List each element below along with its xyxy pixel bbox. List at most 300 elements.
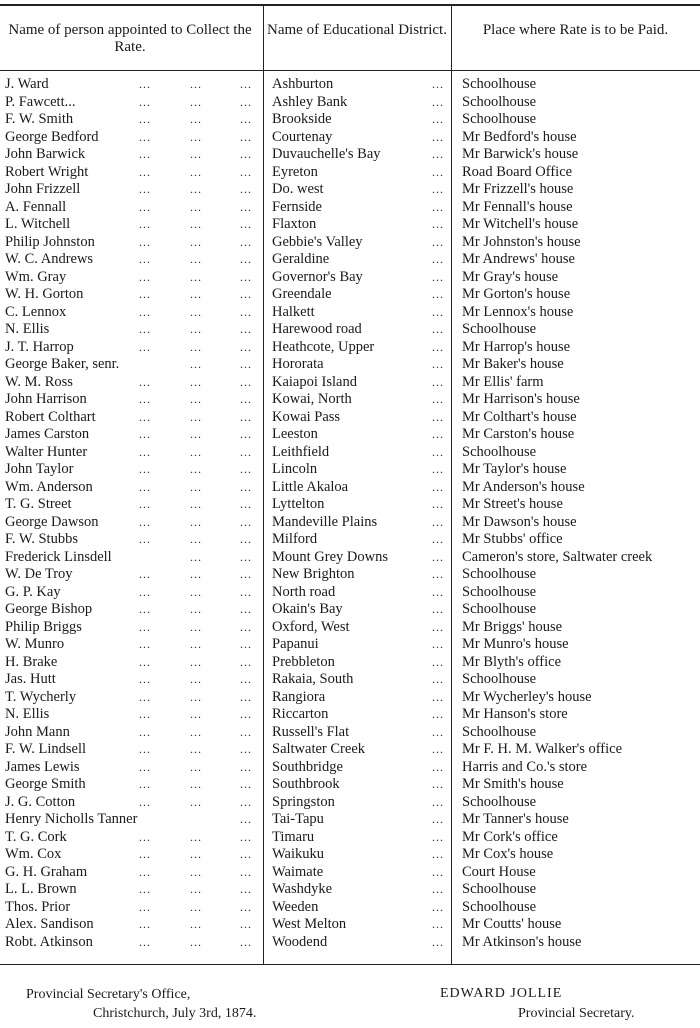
collector-name: James Lewis — [5, 758, 80, 775]
leader-dots: ... — [139, 182, 151, 196]
leader-dots: ... — [190, 164, 202, 179]
table-row — [0, 706, 700, 724]
collector-name: J. T. Harrop — [5, 338, 74, 355]
leader-dots: ... — [190, 234, 202, 249]
collector-name: A. Fennall — [5, 198, 67, 215]
table-row — [0, 94, 700, 112]
leader-dots: ... — [240, 217, 252, 231]
collector-name: N. Ellis — [5, 321, 50, 337]
leader-dots: ... — [432, 707, 444, 721]
table-row — [0, 829, 700, 847]
leader-dots: ... — [432, 199, 444, 214]
table-row — [0, 164, 700, 182]
district-name: Saltwater Creek — [272, 741, 366, 757]
leader-dots: ... — [432, 882, 444, 896]
leader-dots: ... — [139, 584, 151, 599]
table-row — [0, 444, 700, 462]
leader-dots: ... — [190, 847, 202, 861]
leader-dots: ... — [432, 847, 444, 861]
leader-dots: ... — [240, 829, 252, 844]
collector-name: W. C. Andrews — [5, 251, 94, 267]
payment-place: Mr Lennox's house — [462, 303, 574, 320]
collector-name: Alex. Sandison — [5, 916, 94, 932]
table-row — [0, 304, 700, 322]
footer-office: Provincial Secretary's Office, — [26, 987, 191, 1002]
district-name: Kaiapoi Island — [272, 373, 357, 390]
collector-name: George Baker, senr. — [5, 356, 120, 372]
table-row — [0, 899, 700, 917]
leader-dots: ... — [432, 917, 444, 931]
collector-name: Philip Briggs — [5, 618, 82, 635]
collector-name: L. L. Brown — [5, 881, 77, 897]
leader-dots: ... — [190, 217, 202, 231]
leader-dots: ... — [240, 707, 252, 721]
collector-name: Jas. Hutt — [5, 671, 56, 687]
leader-dots: ... — [240, 252, 252, 266]
leader-dots: ... — [139, 252, 151, 266]
table-row — [0, 286, 700, 304]
district-name: Ashley Bank — [272, 93, 348, 110]
table-row — [0, 776, 700, 794]
table-row — [0, 759, 700, 777]
payment-place: Mr Smith's house — [462, 776, 564, 792]
leader-dots: ... — [432, 357, 444, 371]
collector-name: Walter Hunter — [5, 443, 88, 460]
payment-place: Schoolhouse — [462, 671, 537, 687]
leader-dots: ... — [139, 427, 151, 441]
leader-dots: ... — [432, 637, 444, 651]
footer-title: Provincial Secretary. — [518, 1006, 635, 1021]
district-name: Rangiora — [272, 688, 326, 705]
payment-place: Mr Gray's house — [462, 268, 559, 285]
leader-dots: ... — [190, 724, 202, 739]
leader-dots: ... — [190, 409, 202, 424]
payment-place: Mr Atkinson's house — [462, 933, 582, 950]
payment-place: Mr Colthart's house — [462, 408, 577, 425]
leader-dots: ... — [240, 777, 252, 791]
leader-dots: ... — [190, 427, 202, 441]
leader-dots: ... — [240, 847, 252, 861]
collector-name: H. Brake — [5, 653, 58, 670]
collector-name: G. P. Kay — [5, 583, 61, 600]
leader-dots: ... — [190, 252, 202, 266]
leader-dots: ... — [240, 497, 252, 511]
district-name: Flaxton — [272, 216, 317, 232]
leader-dots: ... — [139, 619, 151, 634]
payment-place: Schoolhouse — [462, 793, 537, 810]
payment-place: Mr Tanner's house — [462, 811, 569, 827]
collector-name: Wm. Anderson — [5, 478, 93, 495]
payment-place: Mr Carston's house — [462, 426, 575, 442]
leader-dots: ... — [139, 567, 151, 581]
district-name: Waikuku — [272, 846, 324, 862]
leader-dots: ... — [432, 129, 444, 144]
collector-name: F. W. Stubbs — [5, 531, 78, 547]
leader-dots: ... — [432, 497, 444, 511]
collector-name: Wm. Gray — [5, 268, 67, 285]
collector-name: George Dawson — [5, 513, 99, 530]
leader-dots: ... — [432, 94, 444, 109]
leader-dots: ... — [240, 287, 252, 301]
collector-name: Robert Colthart — [5, 408, 96, 425]
leader-dots: ... — [190, 147, 202, 161]
leader-dots: ... — [139, 847, 151, 861]
leader-dots: ... — [190, 549, 202, 564]
payment-place: Mr Gorton's house — [462, 286, 571, 302]
leader-dots: ... — [432, 899, 444, 914]
leader-dots: ... — [432, 812, 444, 826]
leader-dots: ... — [432, 742, 444, 756]
collector-name: T. Wycherly — [5, 688, 77, 705]
payment-place: Mr Cox's house — [462, 846, 554, 862]
leader-dots: ... — [432, 444, 444, 459]
district-name: Duvauchelle's Bay — [272, 146, 381, 162]
payment-place: Mr Ellis' farm — [462, 373, 544, 390]
leader-dots: ... — [190, 637, 202, 651]
payment-place: Schoolhouse — [462, 76, 537, 92]
collector-name: Philip Johnston — [5, 233, 95, 250]
leader-dots: ... — [240, 479, 252, 494]
leader-dots: ... — [190, 707, 202, 721]
collector-name: George Bishop — [5, 601, 93, 617]
leader-dots: ... — [139, 217, 151, 231]
district-name: Timaru — [272, 828, 315, 845]
table-row — [0, 916, 700, 934]
district-name: Ashburton — [272, 76, 334, 92]
leader-dots: ... — [240, 654, 252, 669]
table-row — [0, 549, 700, 567]
leader-dots: ... — [139, 339, 151, 354]
table-row — [0, 881, 700, 899]
leader-dots: ... — [190, 269, 202, 284]
leader-dots: ... — [139, 602, 151, 616]
payment-place: Mr Witchell's house — [462, 216, 579, 232]
leader-dots: ... — [240, 392, 252, 406]
collector-name: John Barwick — [5, 146, 86, 162]
leader-dots: ... — [432, 409, 444, 424]
leader-dots: ... — [432, 339, 444, 354]
leader-dots: ... — [190, 689, 202, 704]
leader-dots: ... — [139, 374, 151, 389]
leader-dots: ... — [432, 864, 444, 879]
payment-place: Mr Fennall's house — [462, 198, 573, 215]
leader-dots: ... — [240, 934, 252, 949]
leader-dots: ... — [190, 654, 202, 669]
leader-dots: ... — [240, 462, 252, 476]
leader-dots: ... — [240, 567, 252, 581]
leader-dots: ... — [190, 129, 202, 144]
collector-name: W. Munro — [5, 636, 65, 652]
leader-dots: ... — [190, 794, 202, 809]
district-name: Kowai, North — [272, 391, 352, 407]
collector-name: John Frizzell — [5, 181, 81, 197]
leader-dots: ... — [139, 654, 151, 669]
district-name: Tai-Tapu — [272, 811, 324, 827]
table-row — [0, 811, 700, 829]
header-rule — [0, 70, 700, 71]
leader-dots: ... — [432, 427, 444, 441]
table-row — [0, 76, 700, 94]
leader-dots: ... — [139, 479, 151, 494]
collector-name: Wm. Cox — [5, 846, 62, 862]
leader-dots: ... — [432, 252, 444, 266]
leader-dots: ... — [240, 812, 252, 826]
table-row — [0, 794, 700, 812]
table-row — [0, 216, 700, 234]
district-name: Little Akaloa — [272, 478, 349, 495]
leader-dots: ... — [240, 444, 252, 459]
table-row — [0, 199, 700, 217]
bottom-rule — [0, 964, 700, 965]
leader-dots: ... — [240, 532, 252, 546]
collector-name: Robt. Atkinson — [5, 933, 93, 950]
leader-dots: ... — [139, 304, 151, 319]
table-row — [0, 496, 700, 514]
district-name: Springston — [272, 793, 335, 810]
leader-dots: ... — [432, 829, 444, 844]
district-name: Do. west — [272, 181, 324, 197]
leader-dots: ... — [139, 287, 151, 301]
leader-dots: ... — [190, 462, 202, 476]
leader-dots: ... — [432, 462, 444, 476]
payment-place: Mr Dawson's house — [462, 513, 577, 530]
collector-name: W. De Troy — [5, 566, 73, 582]
leader-dots: ... — [139, 269, 151, 284]
table-row — [0, 409, 700, 427]
leader-dots: ... — [139, 689, 151, 704]
table-row — [0, 619, 700, 637]
leader-dots: ... — [139, 322, 151, 336]
table-row — [0, 111, 700, 129]
leader-dots: ... — [432, 374, 444, 389]
district-name: Fernside — [272, 198, 322, 215]
leader-dots: ... — [240, 864, 252, 879]
leader-dots: ... — [190, 112, 202, 126]
leader-dots: ... — [190, 497, 202, 511]
payment-place: Mr Frizzell's house — [462, 181, 574, 197]
leader-dots: ... — [240, 742, 252, 756]
leader-dots: ... — [240, 409, 252, 424]
leader-dots: ... — [139, 864, 151, 879]
collector-name: F. W. Lindsell — [5, 741, 87, 757]
payment-place: Mr Barwick's house — [462, 146, 579, 162]
district-name: Milford — [272, 531, 318, 547]
district-name: Brookside — [272, 111, 332, 127]
table-row — [0, 934, 700, 952]
leader-dots: ... — [432, 724, 444, 739]
leader-dots: ... — [139, 532, 151, 546]
leader-dots: ... — [432, 602, 444, 616]
table-row — [0, 741, 700, 759]
district-name: Geraldine — [272, 251, 330, 267]
leader-dots: ... — [240, 112, 252, 126]
leader-dots: ... — [240, 602, 252, 616]
leader-dots: ... — [139, 199, 151, 214]
leader-dots: ... — [190, 882, 202, 896]
leader-dots: ... — [240, 759, 252, 774]
leader-dots: ... — [240, 234, 252, 249]
leader-dots: ... — [190, 899, 202, 914]
leader-dots: ... — [190, 567, 202, 581]
leader-dots: ... — [432, 392, 444, 406]
leader-dots: ... — [240, 357, 252, 371]
table-row — [0, 251, 700, 269]
leader-dots: ... — [139, 444, 151, 459]
leader-dots: ... — [139, 672, 151, 686]
leader-dots: ... — [432, 619, 444, 634]
leader-dots: ... — [190, 619, 202, 634]
leader-dots: ... — [190, 917, 202, 931]
leader-dots: ... — [190, 584, 202, 599]
district-name: Eyreton — [272, 163, 318, 180]
payment-place: Mr Wycherley's house — [462, 688, 592, 705]
payment-place: Harris and Co.'s store — [462, 758, 588, 775]
district-name: Oxford, West — [272, 618, 350, 635]
header-collector: Name of person appointed to Collect the Rate. — [8, 22, 252, 55]
leader-dots: ... — [432, 182, 444, 196]
leader-dots: ... — [190, 829, 202, 844]
table-row — [0, 531, 700, 549]
leader-dots: ... — [190, 444, 202, 459]
district-name: Mandeville Plains — [272, 513, 378, 530]
district-name: Halkett — [272, 303, 315, 320]
table-row — [0, 181, 700, 199]
leader-dots: ... — [190, 392, 202, 406]
leader-dots: ... — [139, 409, 151, 424]
leader-dots: ... — [240, 794, 252, 809]
district-name: Weeden — [272, 898, 319, 915]
district-name: Washdyke — [272, 881, 333, 897]
leader-dots: ... — [432, 514, 444, 529]
leader-dots: ... — [240, 619, 252, 634]
leader-dots: ... — [139, 77, 151, 91]
leader-dots: ... — [190, 357, 202, 371]
footer-place-date: Christchurch, July 3rd, 1874. — [93, 1006, 257, 1021]
leader-dots: ... — [240, 514, 252, 529]
collector-name: P. Fawcett... — [5, 93, 76, 110]
leader-dots: ... — [432, 147, 444, 161]
leader-dots: ... — [139, 234, 151, 249]
payment-place: Schoolhouse — [462, 723, 537, 740]
leader-dots: ... — [432, 479, 444, 494]
leader-dots: ... — [240, 899, 252, 914]
district-name: Riccarton — [272, 706, 329, 722]
district-name: Gebbie's Valley — [272, 233, 363, 250]
district-name: Papanui — [272, 636, 319, 652]
payment-place: Mr Street's house — [462, 496, 563, 512]
collector-name: J. G. Cotton — [5, 793, 76, 810]
leader-dots: ... — [139, 882, 151, 896]
leader-dots: ... — [139, 94, 151, 109]
leader-dots: ... — [432, 234, 444, 249]
payment-place: Mr Baker's house — [462, 356, 564, 372]
table-row — [0, 461, 700, 479]
payment-place: Schoolhouse — [462, 566, 537, 582]
table-row — [0, 339, 700, 357]
leader-dots: ... — [240, 374, 252, 389]
leader-dots: ... — [190, 742, 202, 756]
district-name: Heathcote, Upper — [272, 338, 375, 355]
table-row — [0, 689, 700, 707]
payment-place: Schoolhouse — [462, 111, 537, 127]
table-row — [0, 356, 700, 374]
payment-place: Road Board Office — [462, 163, 573, 180]
district-name: Prebbleton — [272, 653, 335, 670]
table-row — [0, 601, 700, 619]
leader-dots: ... — [190, 514, 202, 529]
collector-name: George Bedford — [5, 128, 99, 145]
leader-dots: ... — [240, 129, 252, 144]
collector-name: John Harrison — [5, 391, 87, 407]
leader-dots: ... — [190, 864, 202, 879]
district-name: Waimate — [272, 863, 324, 880]
leader-dots: ... — [190, 374, 202, 389]
leader-dots: ... — [139, 497, 151, 511]
leader-dots: ... — [432, 322, 444, 336]
leader-dots: ... — [139, 637, 151, 651]
table-row — [0, 654, 700, 672]
leader-dots: ... — [190, 777, 202, 791]
payment-place: Mr F. H. M. Walker's office — [462, 741, 623, 757]
district-name: Lyttelton — [272, 496, 325, 512]
leader-dots: ... — [139, 164, 151, 179]
collector-name: W. H. Gorton — [5, 286, 84, 302]
payment-place: Schoolhouse — [462, 321, 537, 337]
payment-place: Mr Cork's office — [462, 828, 558, 845]
leader-dots: ... — [139, 934, 151, 949]
leader-dots: ... — [432, 304, 444, 319]
table-row — [0, 146, 700, 164]
table-row — [0, 566, 700, 584]
table-row — [0, 514, 700, 532]
leader-dots: ... — [139, 112, 151, 126]
leader-dots: ... — [190, 287, 202, 301]
payment-place: Mr Munro's house — [462, 636, 569, 652]
leader-dots: ... — [139, 129, 151, 144]
payment-place: Mr Johnston's house — [462, 233, 581, 250]
payment-place: Mr Briggs' house — [462, 618, 563, 635]
table-row — [0, 479, 700, 497]
district-name: North road — [272, 583, 336, 600]
table-row — [0, 321, 700, 339]
payment-place: Schoolhouse — [462, 93, 537, 110]
leader-dots: ... — [190, 304, 202, 319]
district-name: Southbrook — [272, 776, 340, 792]
leader-dots: ... — [240, 94, 252, 109]
district-name: Woodend — [272, 933, 328, 950]
payment-place: Mr Coutts' house — [462, 916, 562, 932]
leader-dots: ... — [432, 777, 444, 791]
table-row — [0, 724, 700, 742]
leader-dots: ... — [190, 94, 202, 109]
leader-dots: ... — [240, 637, 252, 651]
collector-name: J. Ward — [5, 76, 49, 92]
leader-dots: ... — [240, 584, 252, 599]
district-name: Harewood road — [272, 321, 362, 337]
leader-dots: ... — [240, 689, 252, 704]
leader-dots: ... — [240, 164, 252, 179]
district-name: West Melton — [272, 916, 347, 932]
leader-dots: ... — [139, 724, 151, 739]
payment-place: Mr Taylor's house — [462, 461, 567, 477]
collector-name: N. Ellis — [5, 706, 50, 722]
top-rule — [0, 4, 700, 6]
leader-dots: ... — [432, 287, 444, 301]
leader-dots: ... — [240, 724, 252, 739]
leader-dots: ... — [190, 602, 202, 616]
leader-dots: ... — [139, 794, 151, 809]
collector-name: F. W. Smith — [5, 111, 74, 127]
